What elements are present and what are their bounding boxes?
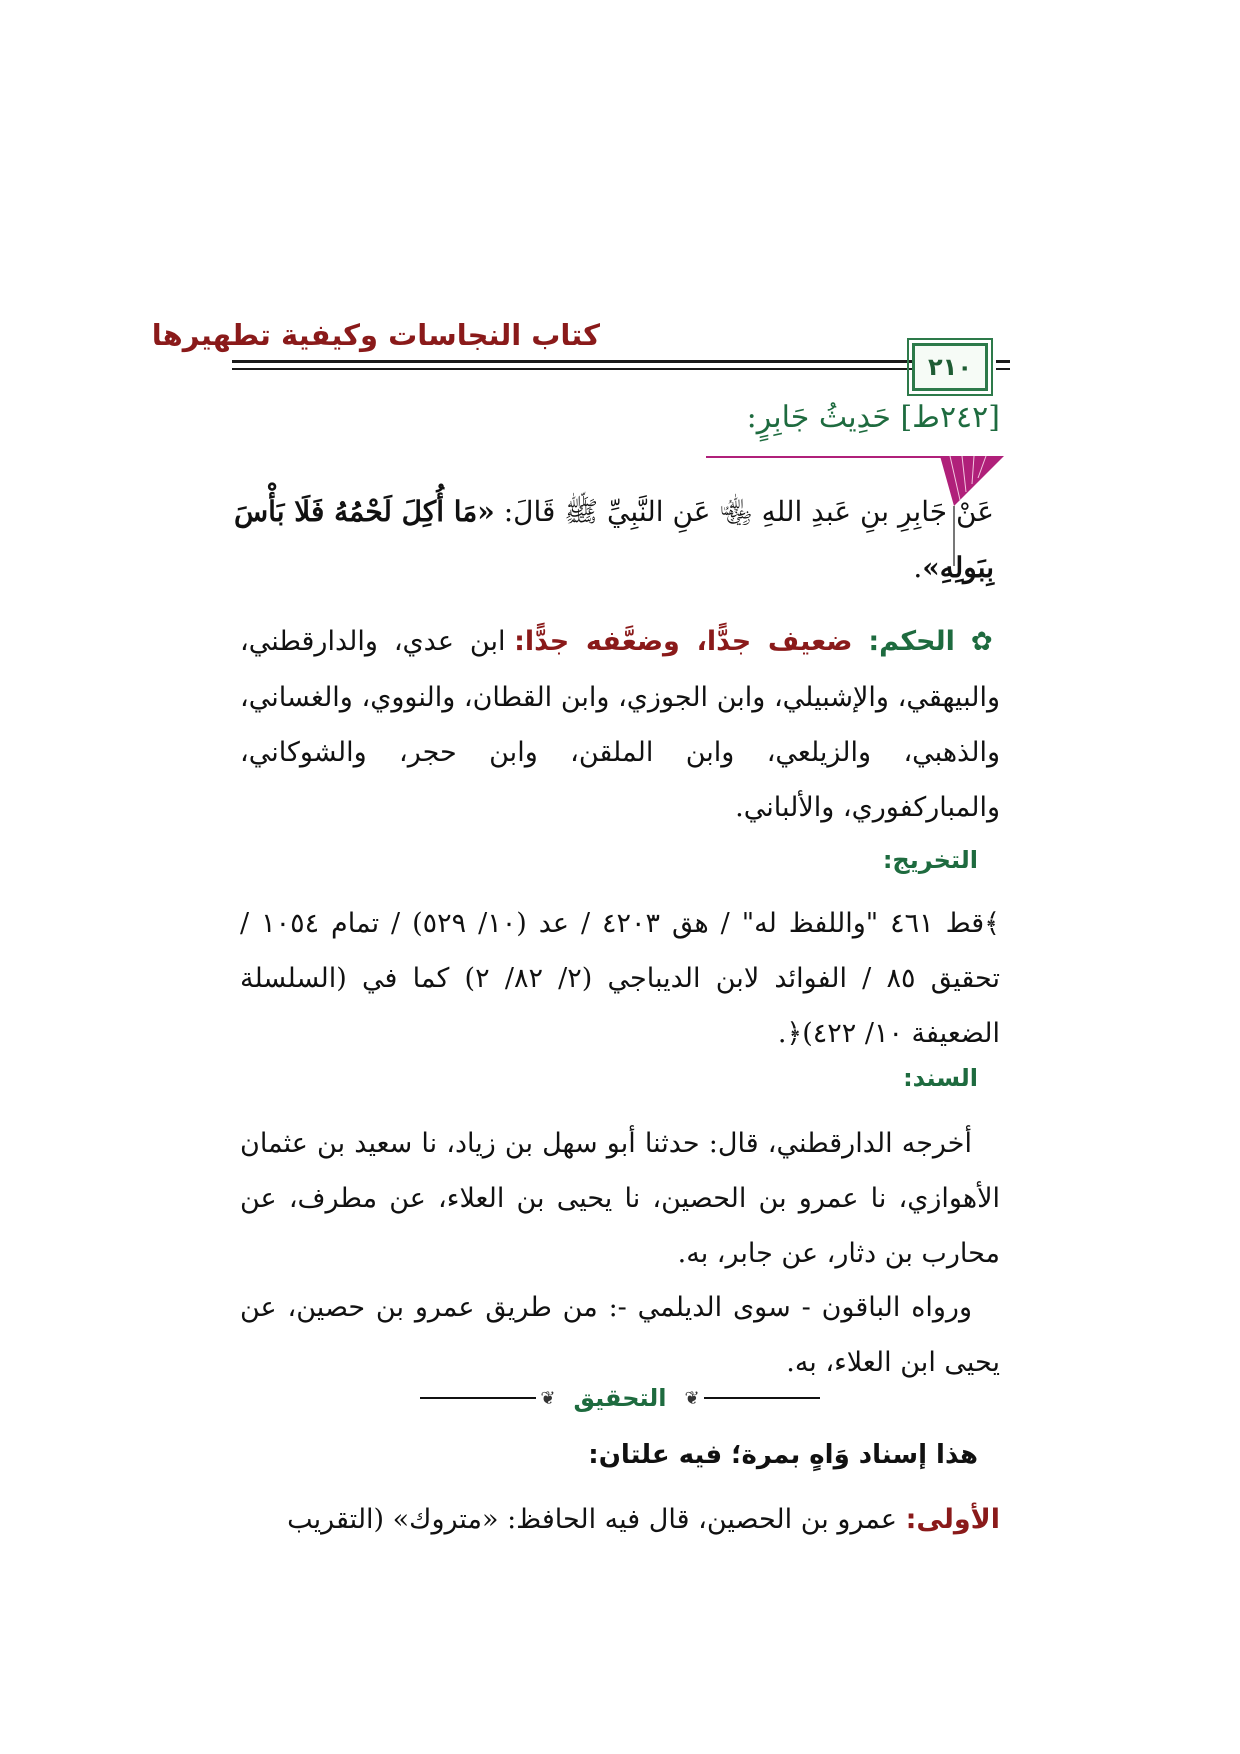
- hukm-paragraph: [240, 614, 1000, 835]
- matn-quote: «مَا أُكِلَ لَحْمُهُ فَلَا بَأْسَ بِبَولِهِ»: [234, 495, 994, 584]
- hukm-label: الحكم:: [868, 626, 955, 657]
- takhrij-label: التخريج:: [882, 846, 978, 874]
- matn-top-rule: [706, 456, 946, 458]
- matn-end: .: [913, 551, 923, 584]
- hadith-matn: [234, 484, 994, 596]
- divider-line-left: [420, 1397, 536, 1399]
- matn-intro: عَنْ جَابِرِ بنِ عَبدِ اللهِ ﵄ عَنِ النَّبِيِّ ﷺ قَالَ:: [494, 495, 994, 528]
- tahqiq-divider: [420, 1383, 820, 1413]
- first-illah-label: الأولى:: [905, 1504, 1000, 1535]
- running-title: كتاب النجاسات وكيفية تطهيرها: [151, 318, 600, 352]
- header-rule-right-bottom: [996, 368, 1010, 370]
- sanad-paragraph-1: أخرجه الدارقطني، قال: حدثنا أبو سهل بن زياد، نا سعيد بن عثمان الأهوازي، نا عمرو بن الحصين، نا يحيى بن العلاء، عن مطرف، عن محارب بن دثار، عن جابر، به.: [240, 1128, 1000, 1269]
- sanad-label: السند:: [903, 1064, 978, 1092]
- rosette-icon: ✿: [970, 627, 1000, 657]
- header-rule-left-top: [232, 360, 912, 363]
- first-illah-text: عمرو بن الحصين، قال فيه الحافظ: «متروك» (التقريب: [287, 1504, 906, 1535]
- hadith-heading: [٢٤٢ط] حَدِيثُ جَابِرٍ:: [746, 400, 1000, 435]
- takhrij-text: ﴾قط ٤٦١ "واللفظ له" / هق ٤٢٠٣ / عد (١٠/ ٥٢٩) / تمام ١٠٥٤ / تحقيق ٨٥ / الفوائد لابن الديباجي (٢/ ٨٢/ ٢) كما في (السلسلة الضعيفة ١٠/ ٤٢٢)﴿.: [240, 908, 1001, 1049]
- page-number: ٢١٠: [928, 353, 972, 381]
- first-illah-paragraph: [240, 1492, 1000, 1547]
- divider-ornament-icon: ❦: [540, 1387, 556, 1409]
- tahqiq-label: التحقيق: [573, 1384, 667, 1412]
- header-rule-left-bottom: [232, 368, 912, 370]
- header-rule-right-top: [996, 360, 1010, 363]
- divider-ornament-icon: ❦: [684, 1387, 700, 1409]
- page-number-badge: [912, 343, 988, 391]
- hukm-verdict: ضعيف جدًّا، وضعَّفه جدًّا:: [514, 626, 853, 657]
- tahqiq-intro: هذا إسناد وَاهٍ بمرة؛ فيه علتان:: [588, 1440, 978, 1470]
- divider-line-right: [704, 1397, 820, 1399]
- sanad-paragraph-2: ورواه الباقون - سوى الديلمي -: من طريق عمرو بن حصين، عن يحيى ابن العلاء، به.: [240, 1292, 1000, 1378]
- hukm-text: ابن عدي، والدارقطني، والبيهقي، والإشبيلي، وابن الجوزي، وابن القطان، والنووي، والغساني، والذهبي، والزيلعي، وابن الملقن، وابن حجر، والشوكاني، والمباركفوري، والألباني.: [240, 626, 1000, 823]
